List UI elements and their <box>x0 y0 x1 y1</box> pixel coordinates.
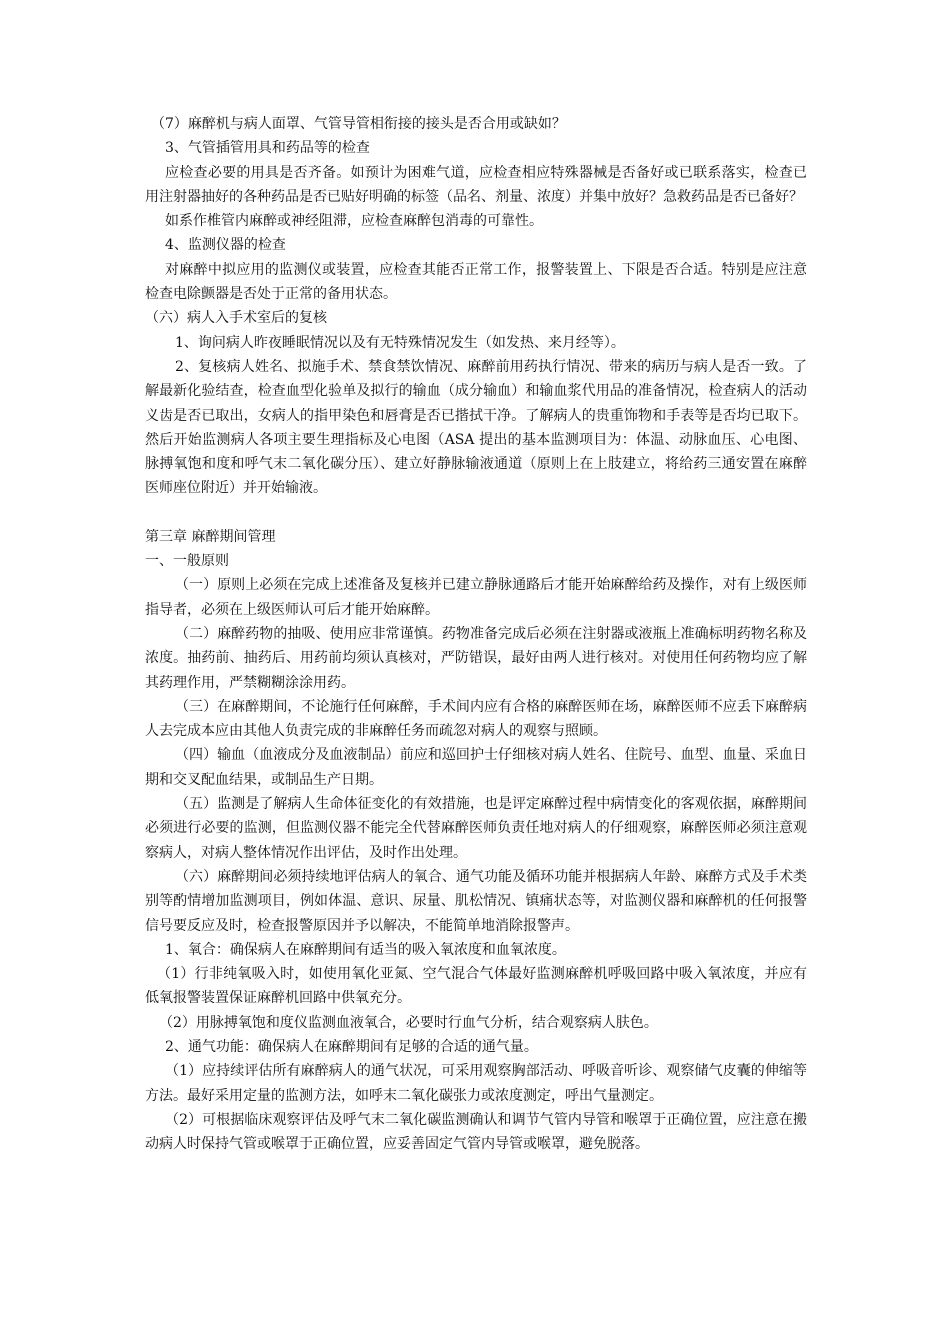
paragraph-gap <box>145 501 807 525</box>
paragraph: 如系作椎管内麻醉或神经阻滞，应检查麻醉包消毒的可靠性。 <box>165 213 543 230</box>
paragraph: 一、一般原则 <box>145 553 229 570</box>
paragraph: 1、氧合：确保病人在麻醉期间有适当的吸入氧浓度和血氧浓度。 <box>165 941 566 958</box>
paragraph: 4、监测仪器的检查 <box>165 237 286 254</box>
paragraph: 2、复核病人姓名、拟施手术、禁食禁饮情况、麻醉前用药执行情况、带来的病历与病人是否一致。了解最新化验结查，检查血型化验单及拟行的输血（成分输血）和输血浆代用品的准备情况，检查病人的活动义齿是否已取出，女病人的指甲染色和唇膏是否已揩拭干净。了解病人的贵重饰物和手表等是否均已取下。然后开始监测病人各项主要生理指标及心电图（ASA 提出的基本监测项目为：体温、动脉血压、心电图、脉搏氧饱和度和呼气末二氧化碳分压）、建立好静脉输液通道（原则上在上肢建立，将给药三通安置在麻醉医师座位附近）并开始输液。 <box>145 358 807 497</box>
paragraph: 3、气管插管用具和药品等的检查 <box>165 140 370 157</box>
paragraph: 对麻醉中拟应用的监测仪或装置，应检查其能否正常工作，报警装置上、下限是否合适。特别是应注意检查电除颤器是否处于正常的备用状态。 <box>145 261 807 303</box>
paragraph: 2、通气功能：确保病人在麻醉期间有足够的合适的通气量。 <box>165 1038 538 1055</box>
paragraph: （六）病人入手术室后的复核 <box>145 310 327 327</box>
paragraph: 应检查必要的用具是否齐备。如预计为困难气道，应检查相应特殊器械是否备好或已联系落实，检查已用注射器抽好的各种药品是否已贴好明确的标签（品名、剂量、浓度）并集中放好？急救药品是否已备好？ <box>145 164 807 205</box>
paragraph: 1、询问病人昨夜睡眠情况以及有无特殊情况发生（如发热、来月经等）。 <box>175 334 625 351</box>
paragraph: （一）原则上必须在完成上述准备及复核并已建立静脉通路后才能开始麻醉给药及操作，对有上级医师指导者，必须在上级医师认可后才能开始麻醉。 <box>145 577 807 618</box>
paragraph: （三）在麻醉期间，不论施行任何麻醉，手术间内应有合格的麻醉医师在场，麻醉医师不应丢下麻醉病人去完成本应由其他人负责完成的非麻醉任务而疏忽对病人的观察与照顾。 <box>145 698 807 740</box>
paragraph: （2）用脉搏氧饱和度仪监测血液氧合，必要时行血气分析，结合观察病人肤色。 <box>159 1014 658 1031</box>
paragraph: （五）监测是了解病人生命体征变化的有效措施，也是评定麻醉过程中病情变化的客观依据，麻醉期间必须进行必要的监测，但监测仪器不能完全代替麻醉医师负责任地对病人的仔细观察，麻醉医师必须注意观察病人，对病人整体情况作出评估，及时作出处理。 <box>145 796 807 861</box>
paragraph: （六）麻醉期间必须持续地评估病人的氧合、通气功能及循环功能并根据病人年龄、麻醉方式及手术类别等酌情增加监测项目，例如体温、意识、尿量、肌松情况、镇痛状态等，对监测仪器和麻醉机的任何报警信号要反应及时，检查报警原因并予以解决，不能简单地消除报警声。 <box>145 868 807 934</box>
paragraph: （2）可根据临床观察评估及呼气末二氧化碳监测确认和调节气管内导管和喉罩于正确位置，应注意在搬动病人时保持气管或喉罩于正确位置，应妥善固定气管内导管或喉罩，避免脱落。 <box>145 1111 807 1153</box>
paragraph: （二）麻醉药物的抽吸、使用应非常谨慎。药物准备完成后必须在注射器或液瓶上准确标明药物名称及浓度。抽药前、抽药后、用药前均须认真核对，严防错误，最好由两人进行核对。对使用任何药物均应了解其药理作用，严禁糊糊涂涂用药。 <box>145 625 807 691</box>
document-page <box>145 112 807 1156</box>
paragraph: 第三章 麻醉期间管理 <box>145 528 276 545</box>
paragraph: （四）输血（血液成分及血液制品）前应和巡回护士仔细核对病人姓名、住院号、血型、血量、采血日期和交叉配血结果，或制品生产日期。 <box>145 747 807 788</box>
paragraph: （1）行非纯氧吸入时，如使用氧化亚氮、空气混合气体最好监测麻醉机呼吸回路中吸入氧浓度，并应有低氧报警装置保证麻醉机回路中供氧充分。 <box>145 966 807 1007</box>
paragraph: （1）应持续评估所有麻醉病人的通气状况，可采用观察胸部活动、呼吸音听诊、观察储气皮囊的伸缩等方法。最好采用定量的监测方法，如呼末二氧化碳张力或浓度测定，呼出气量测定。 <box>145 1063 807 1104</box>
paragraph: （7）麻醉机与病人面罩、气管导管相衔接的接头是否合用或缺如？ <box>151 116 566 132</box>
